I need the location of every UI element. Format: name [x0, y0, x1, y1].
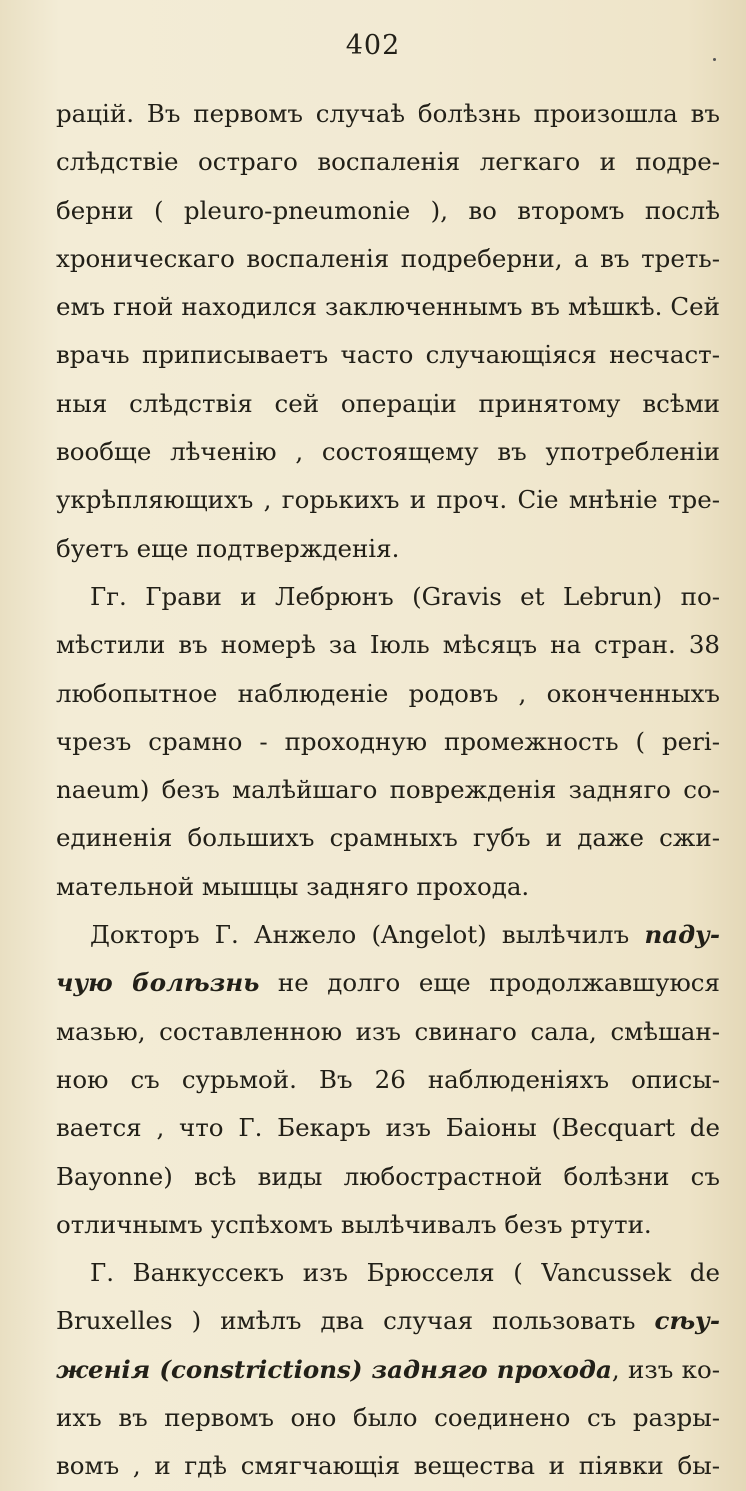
- text-segment: слѣдствіе остраго воспаленія легкаго и подре-: [56, 147, 720, 177]
- text-segment: чрезъ срамно - проходную промежность ( peri-: [56, 726, 720, 756]
- text-segment: берни ( pleuro-pneumonie ), во второмъ послѣ: [56, 195, 720, 225]
- text-segment: мазью, составленною изъ свинаго сала, смѣшан-: [56, 1016, 720, 1046]
- text-segment: Докторъ Г. Анжело (Angelot) вылѣчилъ: [90, 920, 645, 950]
- text-line: [56, 1056, 720, 1104]
- text-line: [56, 959, 720, 1007]
- text-line: [56, 1153, 720, 1201]
- text-line: [56, 235, 720, 283]
- italic-text: чую болѣзнь: [56, 968, 260, 998]
- text-line: [56, 1346, 720, 1394]
- text-line: [56, 187, 720, 235]
- text-line: [56, 621, 720, 669]
- text-segment: не долго еще продолжавшуюся: [259, 968, 720, 998]
- text-line: [56, 766, 720, 814]
- text-line: [56, 573, 720, 621]
- text-line: [56, 911, 720, 959]
- italic-text: женія (constrictions) задняго прохода: [56, 1354, 612, 1384]
- text-segment: вается , что Г. Бекаръ изъ Баіоны (Becquart de: [56, 1113, 720, 1143]
- text-line: [56, 476, 720, 524]
- text-segment: Гг. Грави и Лебрюнъ (Gravis et Lebrun) по-: [90, 581, 720, 611]
- text-segment: ною съ сурьмой. Въ 26 наблюденіяхъ описы-: [56, 1064, 720, 1094]
- text-line: [56, 331, 720, 379]
- text-line: [56, 814, 720, 862]
- text-segment: мѣстили въ номерѣ за Іюль мѣсяцъ на стран. 38: [56, 630, 720, 660]
- text-segment: naeum) безъ малѣйшаго поврежденія задняго со-: [56, 775, 720, 805]
- text-segment: ныя слѣдствія сей операціи принятому всѣми: [56, 388, 720, 418]
- text-line: [56, 670, 720, 718]
- text-segment: ихъ въ первомъ оно было соединено съ разры-: [56, 1403, 720, 1433]
- text-segment: буетъ еще подтвержденія.: [56, 533, 400, 563]
- text-segment: вомъ , и гдѣ смягчающія вещества и піявки бы-: [56, 1451, 720, 1481]
- text-line: [56, 1394, 720, 1442]
- text-segment: отличнымъ успѣхомъ вылѣчивалъ безъ ртути.: [56, 1209, 652, 1239]
- text-line: [56, 1008, 720, 1056]
- text-segment: укрѣпляющихъ , горькихъ и проч. Сіе мнѣніе тре-: [56, 485, 720, 515]
- text-line: [56, 283, 720, 331]
- text-segment: хроническаго воспаленія подреберни, а въ треть-: [56, 243, 720, 273]
- text-line: [56, 380, 720, 428]
- text-segment: любопытное наблюденіе родовъ , оконченныхъ: [56, 678, 720, 708]
- text-segment: емъ гной находился заключеннымъ въ мѣшкѣ. Сей: [56, 292, 720, 322]
- text-line: [56, 1442, 720, 1490]
- text-segment: рацій. Въ первомъ случаѣ болѣзнь произошла въ: [56, 99, 720, 128]
- italic-text: сѣу-: [654, 1306, 720, 1336]
- text-line: [56, 1104, 720, 1152]
- body-text: [56, 90, 720, 1491]
- text-segment: вообще лѣченію , состоящему въ употребленіи: [56, 437, 720, 467]
- text-line: [56, 90, 720, 138]
- print-mark: [713, 58, 716, 61]
- text-line: [56, 1297, 720, 1345]
- text-segment: единенія большихъ срамныхъ губъ и даже сжи-: [56, 823, 720, 853]
- page-number: 402: [345, 30, 401, 61]
- text-segment: , изъ ко-: [611, 1354, 720, 1384]
- text-line: [56, 138, 720, 186]
- text-segment: Bayonne) всѣ виды любострастной болѣзни съ: [56, 1161, 720, 1191]
- text-line: [56, 1201, 720, 1249]
- text-segment: мательной мышцы задняго прохода.: [56, 871, 530, 901]
- text-segment: Г. Ванкуссекъ изъ Брюсселя ( Vancussek de: [90, 1258, 720, 1288]
- text-segment: Bruxelles ) имѣлъ два случая пользовать: [56, 1306, 655, 1336]
- text-line: [56, 1249, 720, 1297]
- text-segment: врачь приписываетъ часто случающіяся несчаст-: [56, 340, 720, 370]
- italic-text: паду-: [644, 920, 720, 950]
- text-line: [56, 428, 720, 476]
- text-line: [56, 525, 720, 573]
- text-line: [56, 863, 720, 911]
- text-line: [56, 718, 720, 766]
